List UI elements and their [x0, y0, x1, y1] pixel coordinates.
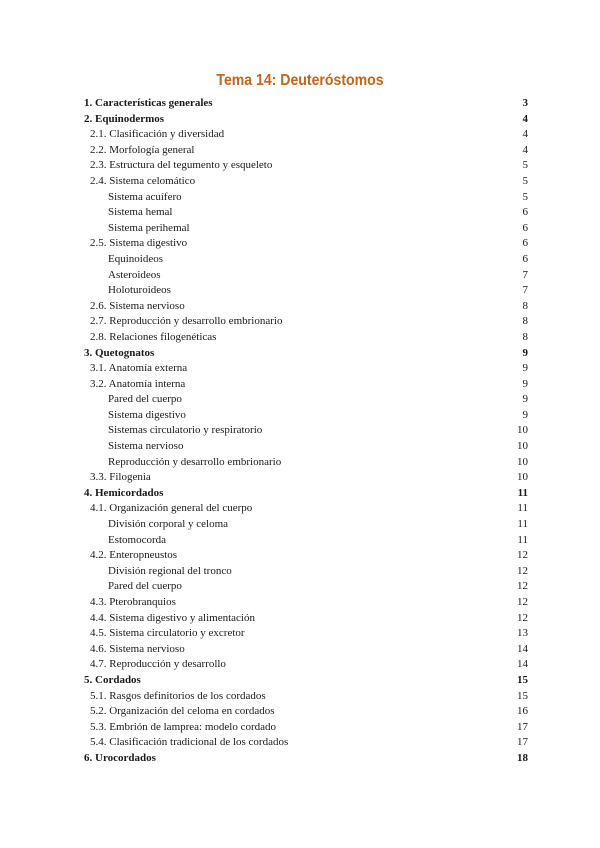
- toc-entry-title: 4.4. Sistema digestivo y alimentación: [90, 611, 255, 624]
- toc-entry-title: Sistema hemal: [108, 206, 173, 219]
- toc-entry-title: 3.2. Anatomía interna: [90, 377, 186, 390]
- toc-page-number: 16: [517, 705, 528, 718]
- toc-entry-title: Sistema acuífero: [108, 190, 182, 203]
- toc-page-number: 12: [517, 549, 528, 562]
- toc-entry-title: 5. Cordados: [84, 673, 141, 686]
- toc-page-number: 15: [517, 689, 528, 702]
- toc-subsection[interactable]: [84, 158, 528, 174]
- toc-entry-title: 4. Hemicordados: [84, 486, 164, 499]
- toc-subsection[interactable]: [84, 501, 528, 517]
- toc-subtopic[interactable]: [84, 579, 528, 595]
- toc-page-number: 8: [522, 299, 528, 312]
- toc-entry-title: 2. Equinodermos: [84, 112, 165, 125]
- toc-page-number: 14: [517, 642, 528, 655]
- toc-subsection[interactable]: [84, 548, 528, 564]
- toc-page-number: 5: [522, 159, 528, 172]
- toc-subsection[interactable]: [84, 470, 528, 486]
- toc-subtopic[interactable]: [84, 455, 528, 471]
- toc-subsection[interactable]: [84, 330, 528, 346]
- toc-page-number: 4: [522, 143, 528, 156]
- toc-entry-title: Sistema nervioso: [108, 440, 184, 453]
- toc-page-number: 17: [517, 720, 528, 733]
- toc-subtopic[interactable]: [84, 252, 528, 268]
- toc-page-number: 10: [517, 455, 528, 468]
- toc-page-number: 7: [522, 284, 528, 297]
- toc-entry-title: Asteroideos: [108, 268, 161, 281]
- toc-subsection[interactable]: [84, 236, 528, 252]
- toc-subsection[interactable]: [84, 595, 528, 611]
- toc-subsection[interactable]: [84, 127, 528, 143]
- toc-page-number: 9: [522, 346, 528, 359]
- toc-entry-title: 4.1. Organización general del cuerpo: [90, 502, 253, 515]
- toc-subsection[interactable]: [84, 720, 528, 736]
- toc-entry-title: 2.8. Relaciones filogenéticas: [90, 330, 217, 343]
- toc-page-number: 13: [517, 627, 528, 640]
- toc-subtopic[interactable]: [84, 268, 528, 284]
- toc-subtopic[interactable]: [84, 283, 528, 299]
- toc-entry-title: 5.3. Embrión de lamprea: modelo cordado: [90, 720, 277, 733]
- toc-page-number: 12: [517, 611, 528, 624]
- toc-entry-title: 2.5. Sistema digestivo: [90, 237, 188, 250]
- toc-entry-title: 6. Urocordados: [84, 751, 156, 764]
- toc-subsection[interactable]: [84, 174, 528, 190]
- toc-page-number: 9: [522, 393, 528, 406]
- toc-page-number: 4: [522, 128, 528, 141]
- toc-entry-title: 4.2. Enteropneustos: [90, 549, 178, 562]
- table-of-contents: [84, 96, 528, 767]
- toc-subsection[interactable]: [84, 299, 528, 315]
- toc-entry-title: División corporal y celoma: [108, 518, 229, 531]
- toc-page-number: 7: [522, 268, 528, 281]
- toc-page-number: 4: [522, 112, 528, 125]
- toc-page-number: 9: [522, 408, 528, 421]
- toc-subsection[interactable]: [84, 735, 528, 751]
- toc-page-number: 6: [522, 206, 528, 219]
- toc-subtopic[interactable]: [84, 517, 528, 533]
- toc-section[interactable]: [84, 673, 528, 689]
- toc-subsection[interactable]: [84, 611, 528, 627]
- toc-subsection[interactable]: [84, 689, 528, 705]
- toc-entry-title: Sistema perihemal: [108, 221, 190, 234]
- toc-section[interactable]: [84, 346, 528, 362]
- toc-page-number: 8: [522, 330, 528, 343]
- toc-subtopic[interactable]: [84, 221, 528, 237]
- toc-subtopic[interactable]: [84, 564, 528, 580]
- toc-page-number: 12: [517, 564, 528, 577]
- toc-subsection[interactable]: [84, 377, 528, 393]
- toc-page-number: 17: [517, 736, 528, 749]
- toc-entry-title: 2.2. Morfología general: [90, 143, 195, 156]
- toc-page-number: 3: [522, 97, 528, 109]
- toc-entry-title: Sistemas circulatorio y respiratorio: [108, 424, 263, 437]
- toc-subsection[interactable]: [84, 704, 528, 720]
- toc-entry-title: División regional del tronco: [108, 564, 232, 577]
- toc-page-number: 10: [517, 424, 528, 437]
- toc-section[interactable]: [84, 96, 528, 112]
- toc-page-number: 6: [522, 237, 528, 250]
- toc-section[interactable]: [84, 751, 528, 767]
- toc-subtopic[interactable]: [84, 392, 528, 408]
- toc-section[interactable]: [84, 486, 528, 502]
- toc-entry-title: 1. Características generales: [84, 97, 213, 109]
- toc-subtopic[interactable]: [84, 190, 528, 206]
- toc-entry-title: 4.7. Reproducción y desarrollo: [90, 658, 226, 671]
- toc-subtopic[interactable]: [84, 533, 528, 549]
- toc-page-number: 11: [517, 518, 528, 531]
- toc-page-number: 18: [517, 751, 528, 764]
- toc-entry-title: 5.1. Rasgos definitorios de los cordados: [90, 689, 266, 702]
- toc-subtopic[interactable]: [84, 423, 528, 439]
- toc-page-number: 10: [517, 471, 528, 484]
- toc-subtopic[interactable]: [84, 408, 528, 424]
- toc-subsection[interactable]: [84, 657, 528, 673]
- toc-entry-title: 2.1. Clasificación y diversidad: [90, 128, 225, 141]
- toc-entry-title: 4.5. Sistema circulatorio y excretor: [90, 627, 245, 640]
- toc-page-number: 11: [517, 533, 528, 546]
- toc-page-number: 9: [522, 362, 528, 375]
- toc-page-number: 11: [517, 502, 528, 515]
- toc-entry-title: 2.7. Reproducción y desarrollo embrionario: [90, 315, 283, 328]
- toc-subtopic[interactable]: [84, 205, 528, 221]
- toc-entry-title: Holoturoideos: [108, 284, 171, 297]
- toc-entry-title: 5.4. Clasificación tradicional de los cordados: [90, 736, 289, 749]
- page-title: Tema 14: Deuteróstomos: [216, 72, 384, 89]
- toc-entry-title: 4.3. Pterobranquios: [90, 596, 176, 608]
- toc-page-number: 5: [522, 174, 528, 187]
- toc-entry-title: Reproducción y desarrollo embrionario: [108, 455, 282, 468]
- toc-entry-title: Equinoideos: [108, 252, 163, 265]
- toc-entry-title: 2.3. Estructura del tegumento y esqueleto: [90, 159, 273, 172]
- toc-section[interactable]: [84, 112, 528, 128]
- toc-entry-title: 2.4. Sistema celomático: [90, 174, 196, 187]
- toc-page-number: 14: [517, 658, 528, 671]
- toc-page-number: 15: [517, 673, 528, 686]
- toc-page-number: 10: [517, 440, 528, 453]
- toc-entry-title: 3.3. Filogenia: [90, 471, 151, 484]
- toc-page-number: 6: [522, 221, 528, 234]
- toc-subsection[interactable]: [84, 143, 528, 159]
- toc-page-number: 12: [517, 580, 528, 593]
- toc-page-number: 11: [517, 486, 528, 499]
- toc-subsection[interactable]: [84, 626, 528, 642]
- toc-entry-title: Estomocorda: [108, 533, 167, 546]
- toc-page-number: 12: [517, 596, 528, 608]
- toc-entry-title: 2.6. Sistema nervioso: [90, 299, 185, 312]
- toc-entry-title: 3. Quetognatos: [84, 346, 155, 359]
- toc-entry-title: Pared del cuerpo: [108, 393, 182, 406]
- toc-page-number: 8: [522, 315, 528, 328]
- toc-entry-title: Pared del cuerpo: [108, 580, 182, 593]
- toc-subtopic[interactable]: [84, 439, 528, 455]
- toc-subsection[interactable]: [84, 361, 528, 377]
- toc-subsection[interactable]: [84, 642, 528, 658]
- toc-entry-title: Sistema digestivo: [108, 408, 186, 421]
- toc-entry-title: 5.2. Organización del celoma en cordados: [90, 705, 275, 718]
- toc-page-number: 5: [522, 190, 528, 203]
- toc-entry-title: 3.1. Anatomía externa: [90, 362, 188, 375]
- toc-page-number: 6: [522, 252, 528, 265]
- toc-page-number: 9: [522, 377, 528, 390]
- toc-entry-title: 4.6. Sistema nervioso: [90, 642, 185, 655]
- toc-subsection[interactable]: [84, 314, 528, 330]
